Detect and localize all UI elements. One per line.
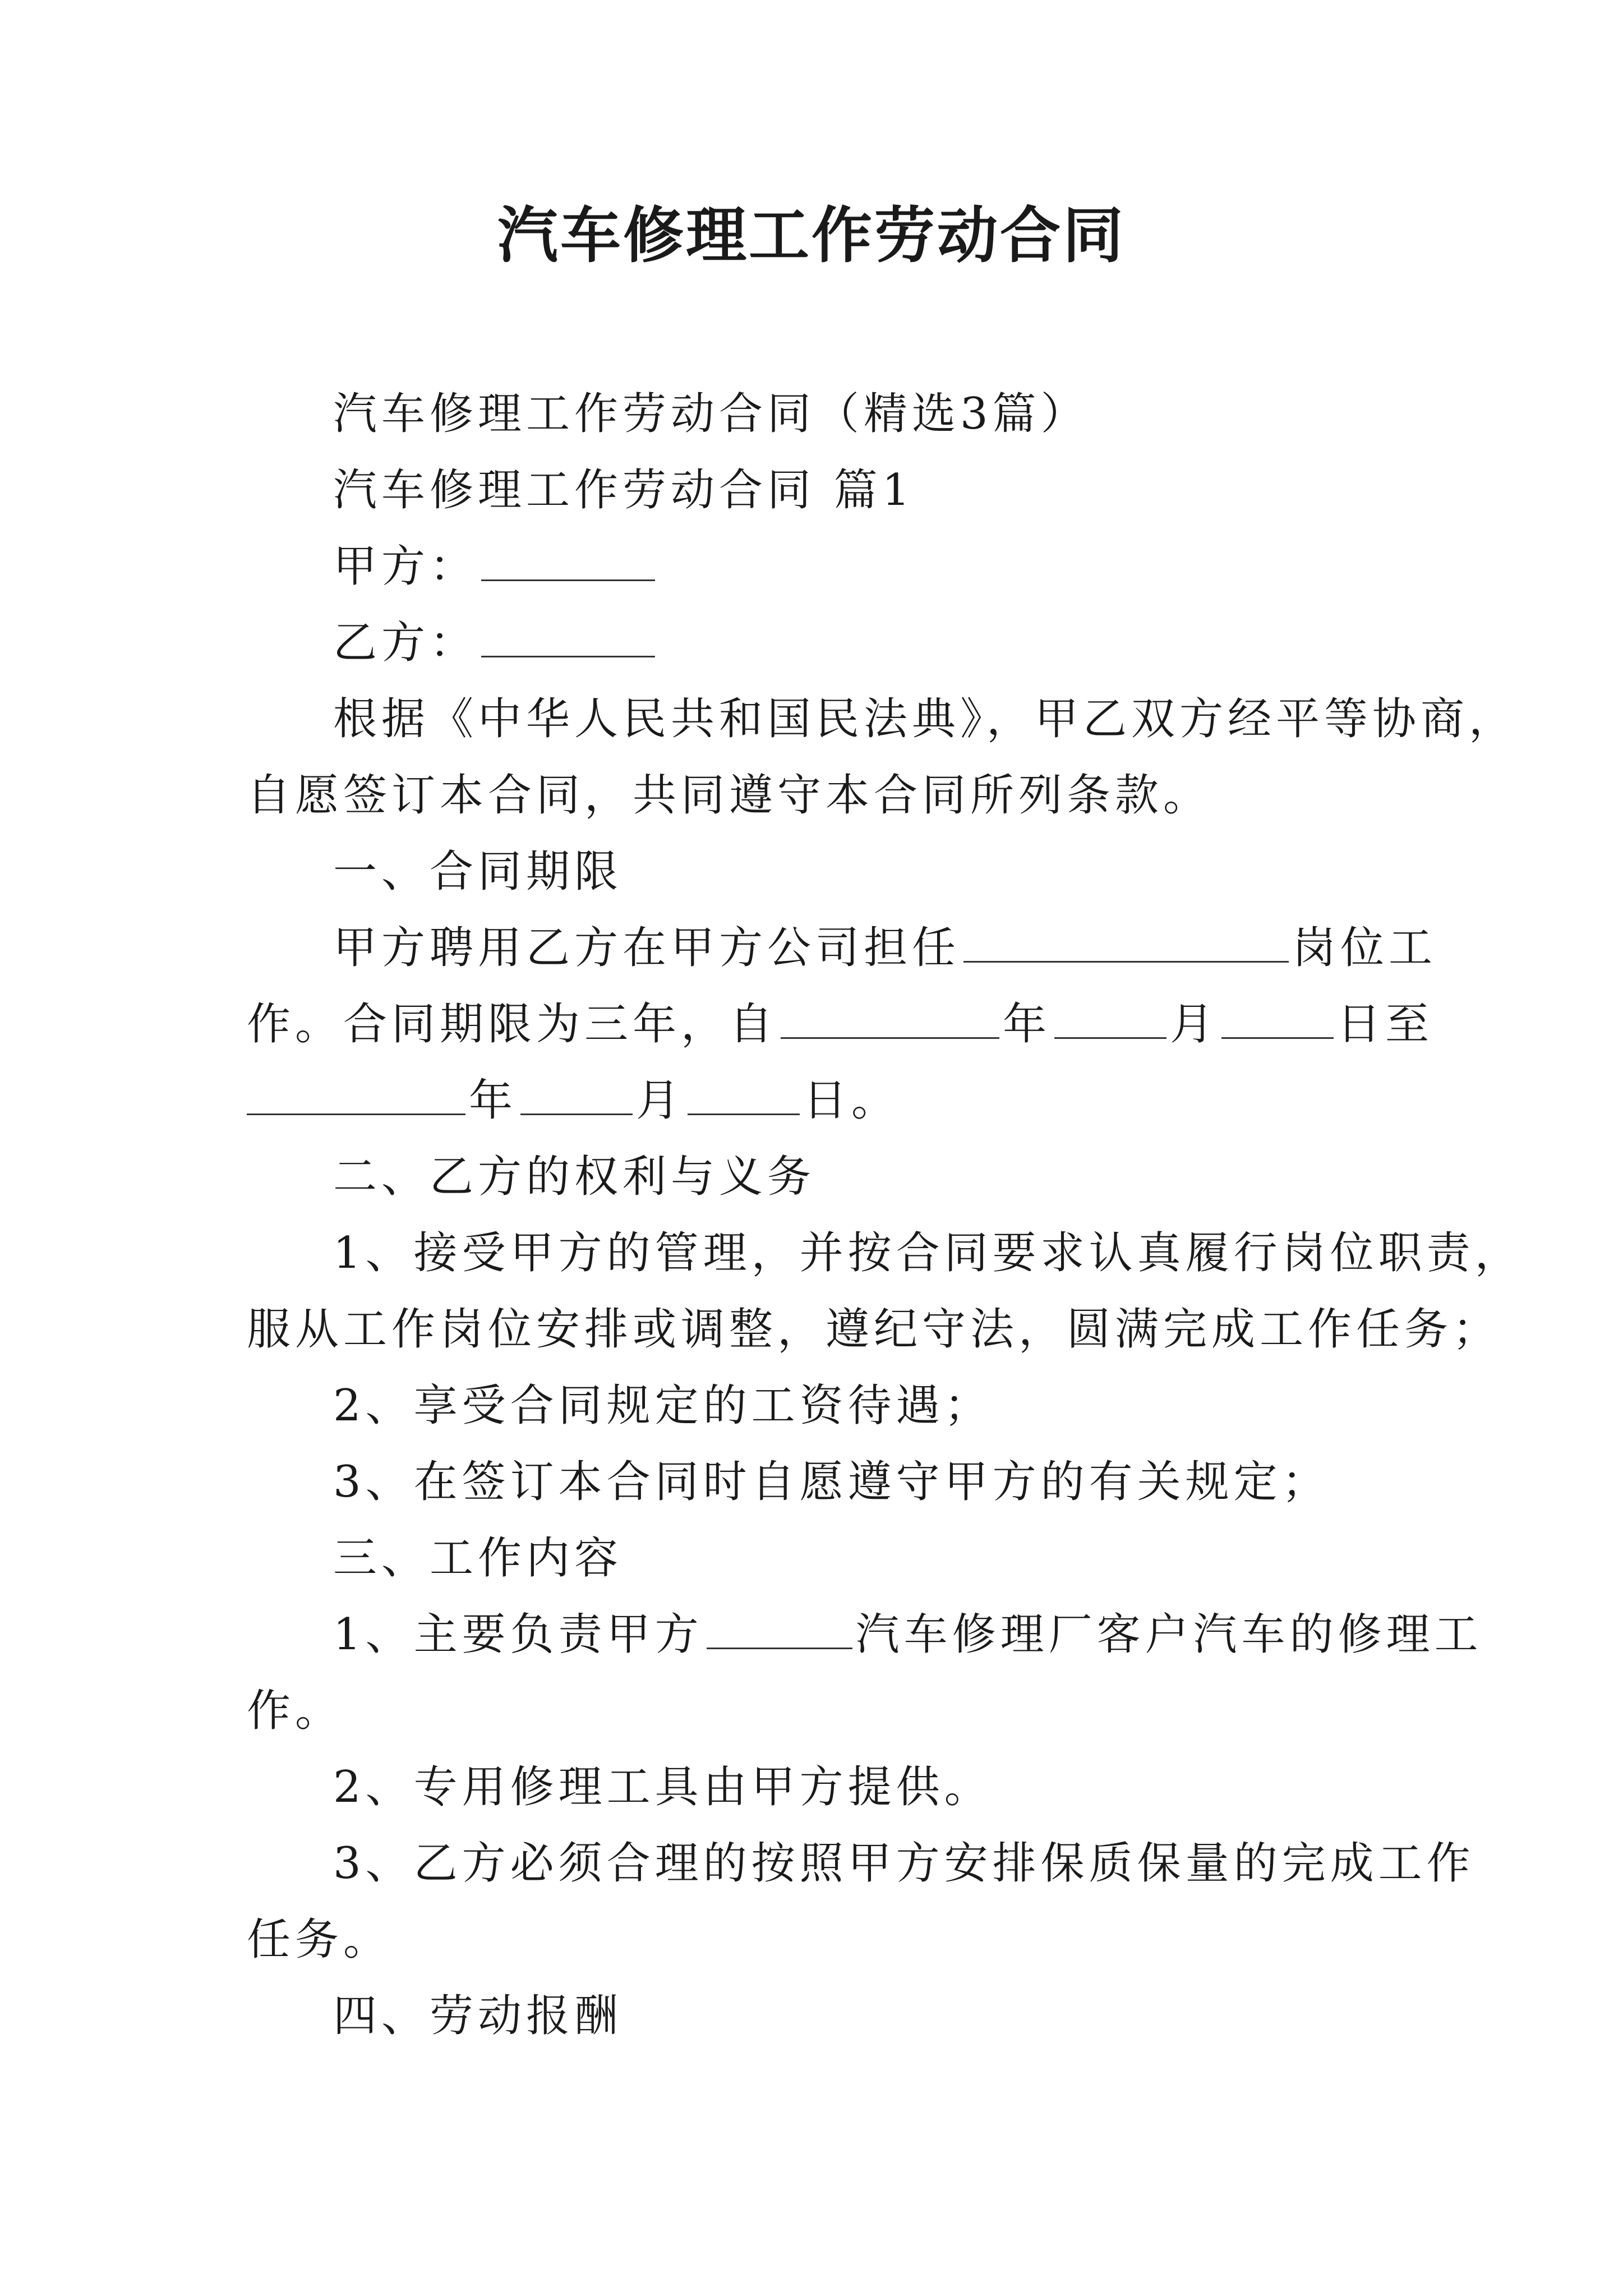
section-heading: 一、合同期限 bbox=[333, 846, 623, 897]
start-month-blank bbox=[1054, 1000, 1166, 1039]
list-item-text: 1、主要负责甲方 bbox=[333, 1609, 703, 1660]
end-month-blank bbox=[520, 1076, 633, 1115]
year-label: 年 bbox=[1003, 999, 1052, 1050]
end-day-blank bbox=[688, 1076, 800, 1115]
term-line bbox=[247, 1062, 1391, 1139]
list-item: 作。 bbox=[247, 1686, 344, 1736]
chapter-heading: 汽车修理工作劳动合同 篇1 bbox=[333, 465, 915, 516]
end-year-blank bbox=[247, 1076, 465, 1115]
start-year-blank bbox=[781, 1000, 999, 1039]
list-item: 1、接受甲方的管理，并按合同要求认真履行岗位职责， bbox=[333, 1228, 1523, 1278]
month-label: 月 bbox=[1170, 999, 1219, 1050]
list-item: 3、乙方必须合理的按照甲方安排保质保量的完成工作 bbox=[333, 1838, 1475, 1889]
post-blank bbox=[963, 924, 1289, 963]
document-body bbox=[247, 376, 1523, 2054]
party-a-blank bbox=[481, 542, 655, 581]
list-item: 2、享受合同规定的工资待遇； bbox=[333, 1381, 993, 1431]
term-text: 作。合同期限为三年，自 bbox=[247, 999, 778, 1050]
subtitle: 汽车修理工作劳动合同（精选3篇） bbox=[333, 389, 1089, 439]
section-heading: 三、工作内容 bbox=[333, 1533, 623, 1584]
term-text: 甲方聘用乙方在甲方公司担任 bbox=[333, 923, 961, 973]
term-line bbox=[247, 910, 1437, 986]
party-a-label: 甲方： bbox=[333, 541, 478, 592]
intro-paragraph-line: 根据《中华人民共和国民法典》，甲乙双方经平等协商， bbox=[333, 694, 1518, 744]
list-item: 服从工作岗位安排或调整，遵纪守法，圆满完成工作任务； bbox=[247, 1304, 1501, 1355]
list-item: 3、在签订本合同时自愿遵守甲方的有关规定； bbox=[333, 1457, 1330, 1507]
list-item: 任务。 bbox=[247, 1915, 392, 1965]
party-b-label: 乙方： bbox=[333, 618, 478, 668]
month-label: 月 bbox=[636, 1075, 685, 1126]
start-day-blank bbox=[1221, 1000, 1334, 1039]
party-b-line bbox=[247, 605, 1391, 681]
day-to-label: 日至 bbox=[1337, 999, 1434, 1050]
list-item-text: 汽车修理厂客户汽车的修理工 bbox=[855, 1609, 1483, 1660]
section-heading: 二、乙方的权利与义务 bbox=[333, 1152, 816, 1202]
term-text: 岗位工 bbox=[1292, 923, 1437, 973]
page-title: 汽车修理工作劳动合同 bbox=[497, 200, 1126, 271]
term-line bbox=[247, 986, 1434, 1062]
party-b-blank bbox=[481, 619, 655, 657]
day-end-label: 日。 bbox=[803, 1075, 900, 1126]
intro-paragraph-line: 自愿签订本合同，共同遵守本合同所列条款。 bbox=[247, 770, 1212, 821]
list-item bbox=[247, 1596, 1483, 1673]
list-item: 2、专用修理工具由甲方提供。 bbox=[333, 1762, 993, 1812]
party-a-line bbox=[247, 528, 1391, 605]
section-heading: 四、劳动报酬 bbox=[333, 1991, 623, 2041]
company-blank bbox=[707, 1611, 852, 1649]
year-label: 年 bbox=[469, 1075, 518, 1126]
